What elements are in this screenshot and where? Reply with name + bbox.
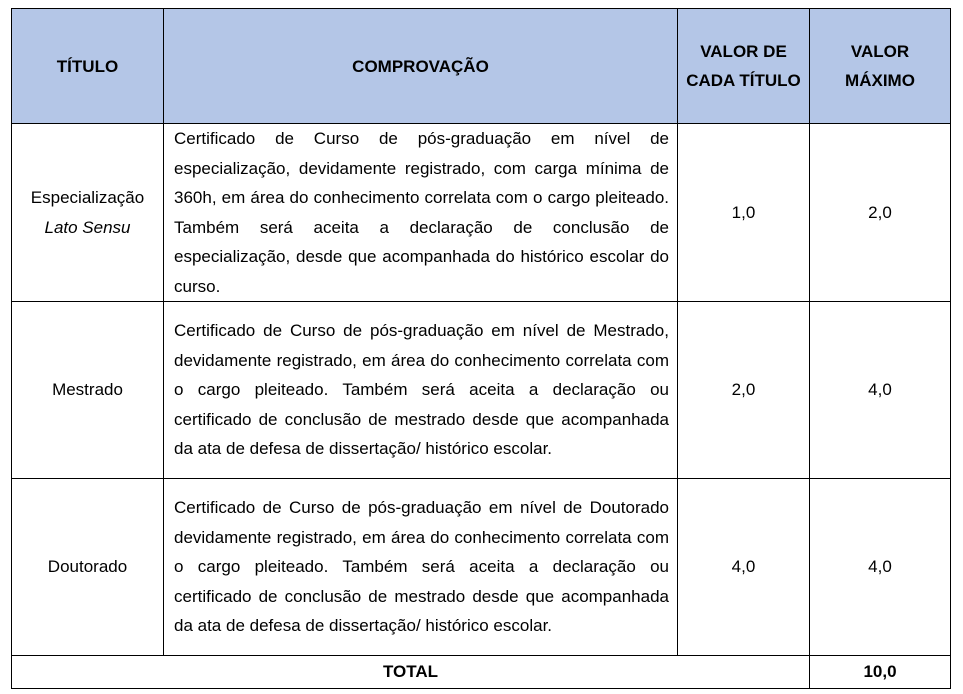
row-titulo: Mestrado <box>12 302 164 479</box>
row-valor-maximo: 4,0 <box>810 302 951 479</box>
row-comprovacao: Certificado de Curso de pós-graduação em nível de Doutorado devidamente registrado, em área do conhecimento correlata com o cargo pleiteado. Também será aceita a declaração ou certificado de conclusão de mestrado desde que acompanhada da ata de defesa de dissertação/ histórico escolar. <box>164 479 678 656</box>
titles-score-table <box>11 8 951 689</box>
row-valor-cada: 4,0 <box>678 479 810 656</box>
row-valor-maximo: 2,0 <box>810 124 951 302</box>
header-titulo: TÍTULO <box>12 9 164 124</box>
header-valor-cada-titulo: VALOR DE CADA TÍTULO <box>678 9 810 124</box>
row-titulo-cell <box>12 124 164 302</box>
row-comprovacao: Certificado de Curso de pós-graduação em nível de especialização, devidamente registrado, com carga mínima de 360h, em área do conhecimento correlata com o cargo pleiteado. Também será aceita a declaração de conclusão de especialização, desde que acompanhada do histórico escolar do curso. <box>164 124 678 302</box>
total-row <box>12 656 951 689</box>
table-header <box>12 9 951 124</box>
row-valor-cada: 2,0 <box>678 302 810 479</box>
total-value: 10,0 <box>810 656 951 689</box>
row-titulo: Especialização <box>30 188 145 207</box>
table-row-especializacao <box>12 124 951 302</box>
table-row-doutorado <box>12 479 951 656</box>
row-titulo: Doutorado <box>12 479 164 656</box>
row-valor-maximo: 4,0 <box>810 479 951 656</box>
row-valor-cada: 1,0 <box>678 124 810 302</box>
header-comprovacao: COMPROVAÇÃO <box>164 9 678 124</box>
table-body <box>12 124 951 689</box>
row-comprovacao: Certificado de Curso de pós-graduação em nível de Mestrado, devidamente registrado, em área do conhecimento correlata com o cargo pleiteado. Também será aceita a declaração ou certificado de conclusão de mestrado desde que acompanhada da ata de defesa de dissertação/ histórico escolar. <box>164 302 678 479</box>
row-titulo-sub: Lato Sensu <box>44 217 131 237</box>
header-valor-maximo: VALOR MÁXIMO <box>810 9 951 124</box>
total-label: TOTAL <box>12 656 810 689</box>
table-row-mestrado <box>12 302 951 479</box>
header-row <box>12 9 951 124</box>
